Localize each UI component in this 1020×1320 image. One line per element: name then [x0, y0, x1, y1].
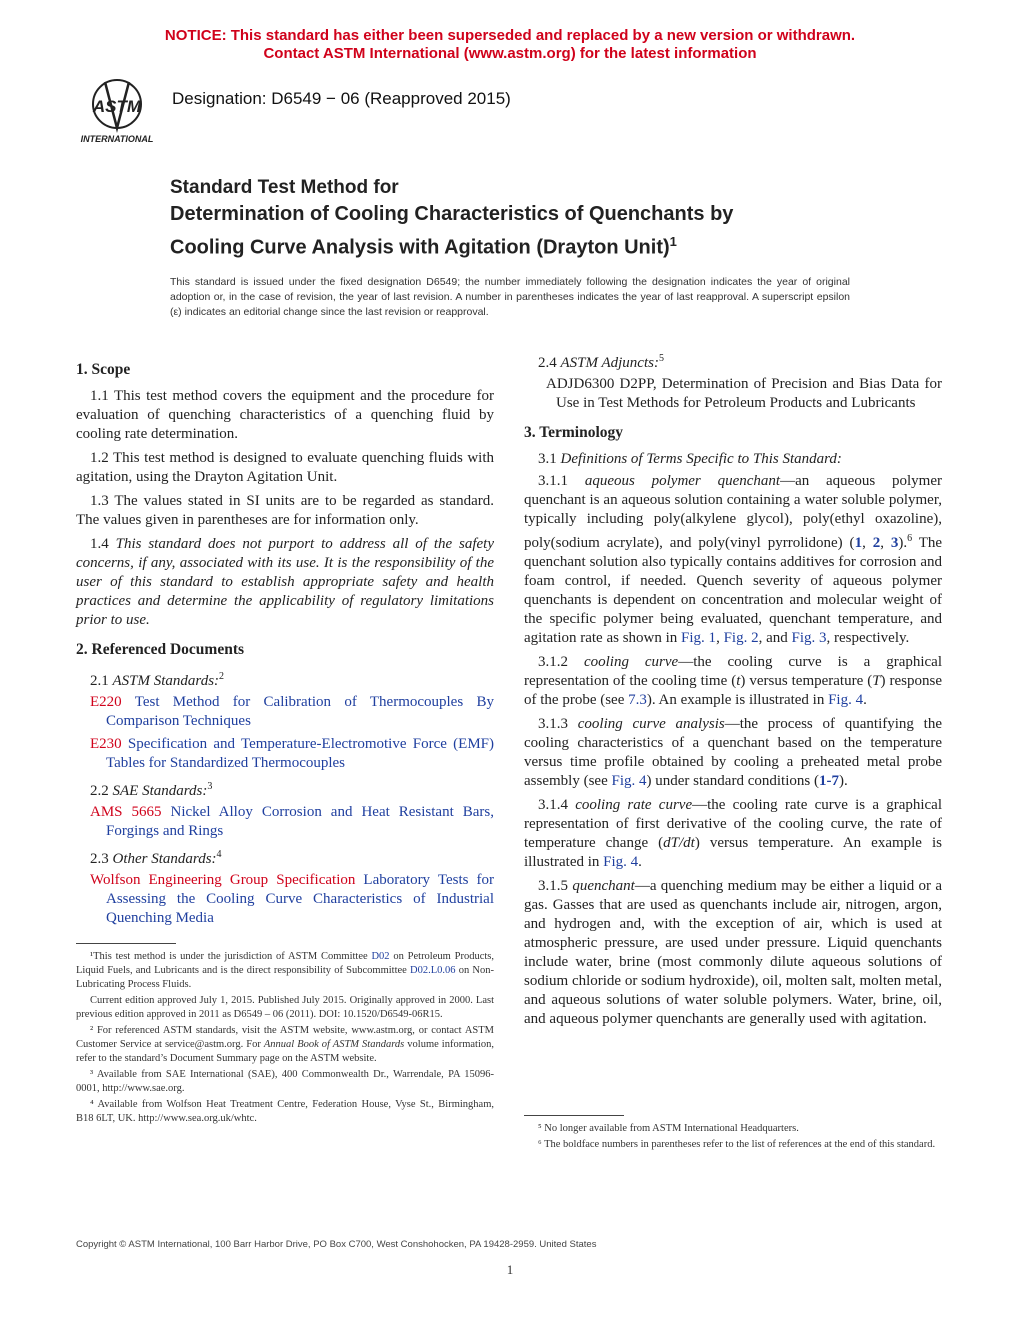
term-3-1-5: 3.1.5 quenchant—a quenching medium may be either a liquid or a gas. Gasses that are used as quenchants include air, nitrogen, argon, and hydrogen and, with the exception of air, which is used at atmospheric pressure, are used under pressure. Liquid quenchants include water, brine (most commonly dilute aqueous solutions of sodium chloride or sodium hydroxide), oil, molten salt, molten metal, and aqueous solutions of water soluble polymers. Water, brine, oil, and aqueous polymer quenchants are generally used with agitation. — [524, 878, 942, 1027]
issue-note: This standard is issued under the fixed designation D6549; the number immediately following the designation indicates the year of original adoption or, in the case of revision, the year of last revision. A number in parentheses indicates the year of last reapproval. A superscript epsilon (ε) indicates an editorial change since the last revision or reapproval. — [170, 276, 850, 318]
footnote-3: ³ Available from SAE International (SAE), 400 Commonwealth Dr., Warrendale, PA 15096-0001, http://www.sae.org. — [76, 1069, 494, 1094]
footnote-divider — [524, 1115, 624, 1116]
ref-e220-code[interactable]: E220 — [90, 694, 122, 710]
fig-3-link[interactable]: Fig. 3 — [791, 630, 827, 646]
designation: Designation: D6549 − 06 (Reapproved 2015) — [172, 89, 511, 108]
term-quenchant: quenchant — [572, 878, 635, 894]
adjunct-d2pp: ADJD6300 D2PP, Determination of Precision and Bias Data for Use in Test Methods for Petroleum Products and Lubricants — [546, 376, 942, 411]
scope-1-4 — [76, 535, 494, 630]
footnotes-left — [76, 935, 494, 1128]
committee-d02-link[interactable]: D02 — [371, 951, 390, 962]
ref-e220[interactable] — [90, 693, 494, 731]
title-line-3 — [170, 228, 890, 262]
terminology-heading: 3. Terminology — [524, 424, 624, 441]
referenced-heading: 2. Referenced Documents — [76, 641, 245, 658]
notice-line-2: Contact ASTM International (www.astm.org) for the latest information — [263, 45, 757, 62]
term-aqueous-polymer-quenchant: aqueous polymer quenchant — [584, 473, 781, 489]
fig-2-link[interactable]: Fig. 2 — [723, 630, 759, 646]
footnote-divider — [76, 943, 176, 944]
document-title — [170, 176, 890, 262]
ref-1-7[interactable]: 1-7 — [818, 773, 839, 789]
sae-standards-label: 2.2 SAE Standards:$^3$ — [90, 781, 213, 799]
astm-adjuncts-label: 2.4 ASTM Adjuncts:$^5$ — [538, 353, 664, 371]
left-column — [76, 350, 494, 932]
ref-e230-code[interactable]: E230 — [90, 736, 122, 752]
scope-1-1: 1.1 This test method covers the equipment and the procedure for evaluation of quenching characteristics of a quenching fluid by cooling rate determination. — [76, 388, 494, 442]
superseded-notice — [0, 27, 1020, 63]
footnote-4: ⁴ Available from Wolfson Heat Treatment Centre, Federation House, Vyse St., Birmingham, B18 6LT, UK. http://www.sea.org.uk/whtc. — [76, 1099, 494, 1124]
right-column — [524, 349, 942, 1034]
notice-line-1: NOTICE: This standard has either been superseded and replaced by a new version or withdrawn. — [164, 27, 856, 44]
definitions-label: 3.1 Definitions of Terms Specific to This Standard: — [538, 451, 842, 467]
title-line-2: Determination of Cooling Characteristics of Quenchants by — [170, 203, 734, 225]
page-number: 1 — [506, 1262, 514, 1277]
scope-1-4-num: 1.4 — [90, 536, 109, 552]
scope-1-4-text: This standard does not purport to address all of the safety concerns, if any, associated with its use. It is the responsibility of the user of this standard to establish appropriate safety and health practices and determine the applicability of regulatory limitations prior to use. — [76, 536, 495, 628]
ref-e220-title[interactable]: Test Method for Calibration of Thermocouples By Comparison Techniques — [106, 694, 494, 729]
astm-logo-icon — [72, 76, 162, 146]
ref-e230[interactable] — [90, 735, 494, 773]
fig-1-link[interactable]: Fig. 1 — [681, 630, 717, 646]
ref-e230-title[interactable]: Specification and Temperature-Electromotive Force (EMF) Tables for Standardized Thermocouples — [106, 736, 494, 771]
footnote-1: ¹This test method is under the jurisdiction of ASTM Committee D02 on Petroleum Products, Liquid Fuels, and Lubricants and is the direct responsibility of Subcommittee D02.L0.06 on Non-Lubricating Process Fluids. — [76, 951, 494, 990]
scope-1-2: 1.2 This test method is designed to evaluate quenching fluids with agitation, using the Drayton Agitation Unit. — [76, 450, 494, 485]
ref-ams5665-title[interactable]: Nickel Alloy Corrosion and Heat Resistant Bars, Forgings and Rings — [106, 804, 494, 839]
logo-letters: ASTM — [92, 97, 142, 116]
footnote-5: ⁵ No longer available from ASTM International Headquarters. — [538, 1123, 799, 1134]
other-standards-label: 2.3 Other Standards:$^4$ — [90, 849, 222, 867]
title-line-3-text: Cooling Curve Analysis with Agitation (Drayton Unit) — [170, 236, 670, 259]
ref-wolfson-title[interactable]: Laboratory Tests for Assessing the Cooling Curve Characteristics of Industrial Quenching Media — [106, 872, 494, 926]
footnote-6: ⁶ The boldface numbers in parentheses refer to the list of references at the end of this standard. — [538, 1139, 936, 1150]
term-cooling-rate-curve: cooling rate curve — [575, 797, 693, 813]
footnotes-right — [524, 1107, 944, 1154]
subcommittee-link[interactable]: D02.L0.06 — [410, 965, 456, 976]
term-cooling-curve-analysis: cooling curve analysis — [577, 716, 725, 732]
ref-2[interactable]: 2 — [872, 535, 881, 551]
term-3-1-1: 3.1.1 aqueous polymer quenchant—an aqueous polymer quenchant is an aqueous solution containing a water soluble polymer, typically including poly(alkylene glycol), poly(ethyl oxazoline), poly(sodium acrylate), and poly(vinyl pyrrolidone) (1, 2, 3).$^6$ The quenchant solution also typically contains additives for corrosion and foam control, if needed. Quench severity of aqueous polymer quenchants is dependent on concentration and molecular weight of the specific polymer being evaluated, quenchant temperature, and agitation rate as shown in Fig. 1, Fig. 2, and Fig. 3, respectively. — [524, 473, 943, 646]
ref-wolfson[interactable] — [90, 871, 494, 928]
fig-4-link[interactable]: Fig. 4 — [828, 692, 864, 708]
term-3-1-2: 3.1.2 cooling curve—the cooling curve is a graphical representation of the cooling time (t) versus temperature (T) response of the probe (see 7.3). An example is illustrated in Fig. 4. — [524, 654, 942, 708]
ref-ams5665[interactable] — [90, 803, 494, 841]
ref-1[interactable]: 1 — [854, 535, 863, 551]
logo-caption: INTERNATIONAL — [80, 134, 154, 144]
scope-heading: 1. Scope — [76, 361, 131, 378]
footnote-1-edition: Current edition approved July 1, 2015. Published July 2015. Originally approved in 2000. Last previous edition approved in 2011 as D6549 – 06 (2011). DOI: 10.1520/D6549-06R15. — [76, 995, 494, 1020]
astm-logo-graphic — [72, 76, 162, 146]
term-cooling-curve: cooling curve — [583, 654, 679, 670]
title-footnote-mark: 1 — [669, 234, 677, 249]
ref-3[interactable]: 3 — [890, 535, 899, 551]
ref-wolfson-code[interactable]: Wolfson Engineering Group Specification — [90, 872, 356, 888]
title-line-1: Standard Test Method for — [170, 177, 399, 198]
scope-1-3: 1.3 The values stated in SI units are to be regarded as standard. The values given in parentheses are for information only. — [76, 493, 494, 528]
astm-standards-label: 2.1 ASTM Standards:$^2$ — [90, 671, 225, 689]
section-7-3-link[interactable]: 7.3 — [628, 692, 647, 708]
term-3-1-4: 3.1.4 cooling rate curve—the cooling rate curve is a graphical representation of first derivative of the cooling curve, the rate of temperature change (dT/dt) versus temperature. An example is illustrated in Fig. 4. — [524, 797, 943, 870]
term-3-1-3: 3.1.3 cooling curve analysis—the process of quantifying the cooling characteristics of a quenchant based on the temperature versus time profile obtained by cooling a preheated metal probe assembly (see Fig. 4) under standard conditions (1-7). — [524, 716, 942, 789]
fig-4-link[interactable]: Fig. 4 — [611, 773, 647, 789]
fig-4-link[interactable]: Fig. 4 — [603, 854, 639, 870]
ref-ams5665-code[interactable]: AMS 5665 — [90, 804, 162, 820]
footnote-2: ² For referenced ASTM standards, visit the ASTM website, www.astm.org, or contact ASTM Customer Service at service@astm.org. For Annual Book of ASTM Standards volume information, refer to the standard’s Document Summary page on the ASTM website. — [76, 1025, 494, 1064]
copyright: Copyright © ASTM International, 100 Barr Harbor Drive, PO Box C700, West Conshohocken, PA 19428-2959. United States — [76, 1239, 597, 1250]
